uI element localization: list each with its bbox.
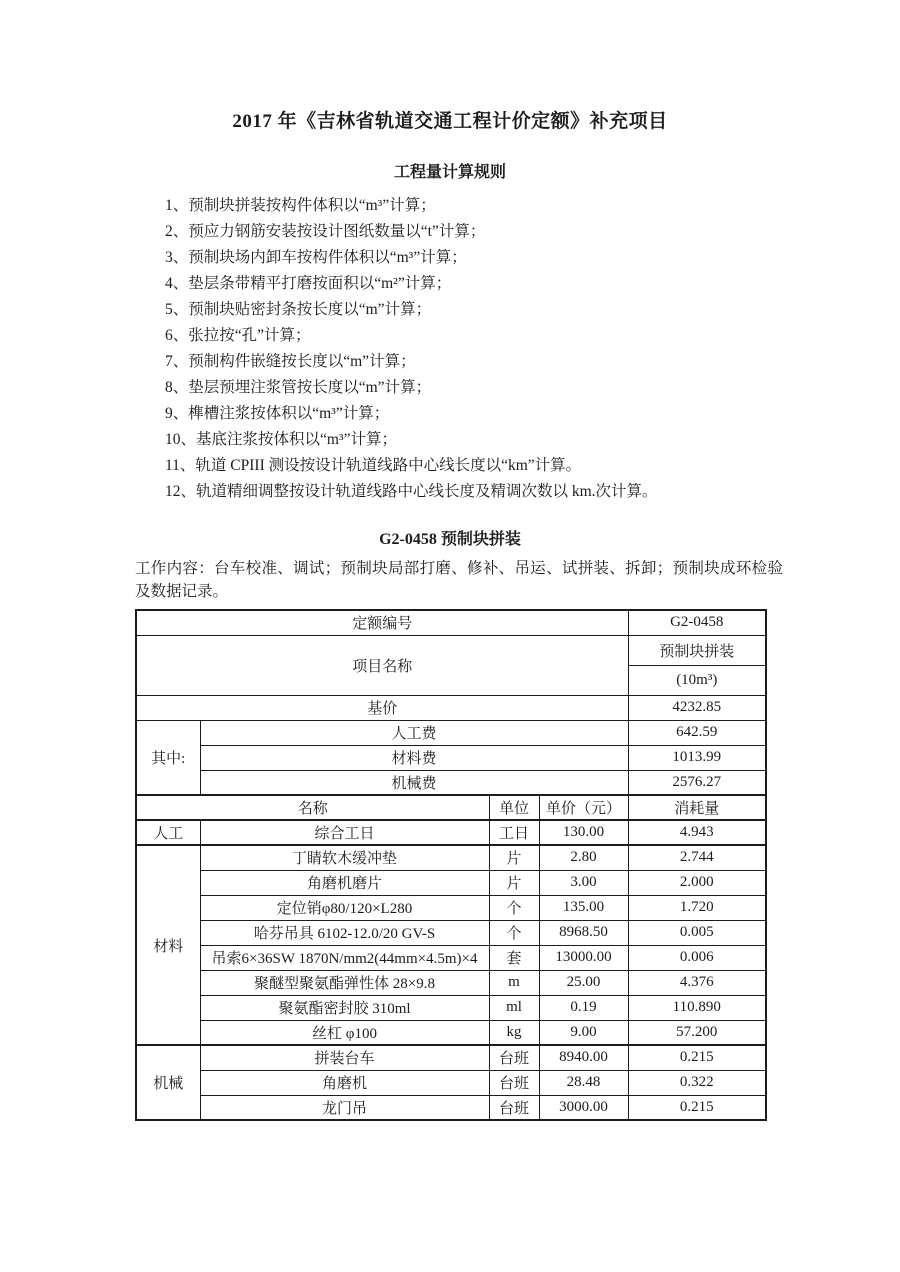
project-label-cell: 项目名称	[136, 635, 628, 695]
item-consumption-cell: 1.720	[628, 895, 766, 920]
item-price-cell: 0.19	[539, 995, 628, 1020]
table-row	[136, 1020, 766, 1045]
item-consumption-cell: 57.200	[628, 1020, 766, 1045]
rules-heading: 工程量计算规则	[393, 164, 506, 181]
table-row	[136, 1070, 766, 1095]
item-price-cell: 25.00	[539, 970, 628, 995]
item-consumption-cell: 0.006	[628, 945, 766, 970]
item-unit-cell: ml	[489, 995, 539, 1020]
rule-item: 4、垫层条带精平打磨按面积以“m²”计算；	[165, 275, 452, 292]
rule-item: 2、预应力钢筋安装按设计图纸数量以“t”计算；	[165, 223, 486, 240]
item-unit-cell: 个	[489, 895, 539, 920]
rule-item: 10、基底注浆按体积以“m³”计算；	[165, 431, 397, 448]
item-name-cell: 拼装台车	[200, 1045, 489, 1070]
among-row-label: 人工费	[200, 720, 628, 745]
item-unit-cell: 工日	[489, 820, 539, 845]
item-price-cell: 3.00	[539, 870, 628, 895]
category-cell: 机械	[136, 1045, 200, 1120]
among-row-value: 1013.99	[628, 745, 766, 770]
item-unit-cell: 片	[489, 845, 539, 870]
table-row	[136, 1045, 766, 1070]
item-consumption-cell: 2.000	[628, 870, 766, 895]
among-row-label: 材料费	[200, 745, 628, 770]
item-name-cell: 哈芬吊具 6102-12.0/20 GV-S	[200, 920, 489, 945]
item-price-cell: 8968.50	[539, 920, 628, 945]
rule-item: 3、预制块场内卸车按构件体积以“m³”计算；	[165, 249, 467, 266]
item-name-cell: 定位销φ80/120×L280	[200, 895, 489, 920]
doc-title: 2017 年《吉林省轨道交通工程计价定额》补充项目	[232, 111, 668, 132]
rule-item: 1、预制块拼装按构件体积以“m³”计算；	[165, 197, 436, 214]
item-unit-cell: m	[489, 970, 539, 995]
table-row-project-name	[136, 635, 766, 665]
item-unit-cell: 台班	[489, 1095, 539, 1120]
item-consumption-cell: 110.890	[628, 995, 766, 1020]
item-price-cell: 28.48	[539, 1070, 628, 1095]
rule-item: 11、轨道 CPIII 测设按设计轨道线路中心线长度以“km”计算。	[165, 457, 582, 474]
table-row-labor-cost	[136, 720, 766, 745]
rule-item: 6、张拉按“孔”计算；	[165, 327, 311, 344]
among-row-label: 机械费	[200, 770, 628, 795]
item-consumption-cell: 0.322	[628, 1070, 766, 1095]
item-consumption-cell: 0.215	[628, 1045, 766, 1070]
among-row-value: 2576.27	[628, 770, 766, 795]
rule-item: 5、预制块贴密封条按长度以“m”计算；	[165, 301, 432, 318]
table-header-row	[136, 795, 766, 820]
item-consumption-cell: 0.005	[628, 920, 766, 945]
col-header-unit: 单位	[489, 795, 539, 820]
rules-list	[135, 193, 765, 505]
item-price-cell: 2.80	[539, 845, 628, 870]
item-name-cell: 吊索6×36SW 1870N/mm2(44mm×4.5m)×4	[200, 945, 489, 970]
item-name-cell: 角磨机磨片	[200, 870, 489, 895]
table-row	[136, 920, 766, 945]
table-row	[136, 845, 766, 870]
item-name-cell: 丝杠 φ100	[200, 1020, 489, 1045]
item-price-cell: 3000.00	[539, 1095, 628, 1120]
item-unit-cell: 片	[489, 870, 539, 895]
table-row	[136, 995, 766, 1020]
item-price-cell: 9.00	[539, 1020, 628, 1045]
col-header-price: 单价（元）	[539, 795, 628, 820]
quota-table	[135, 609, 767, 1121]
code-label-cell: 定额编号	[136, 610, 628, 635]
item-unit-cell: 个	[489, 920, 539, 945]
work-content: 工作内容：台车校准、调试；预制块局部打磨、修补、吊运、试拼装、拆卸；预制块成环检验及数据记录。	[135, 560, 783, 600]
category-cell: 材料	[136, 845, 200, 1045]
project-name-cell: 预制块拼装	[628, 635, 766, 665]
item-price-cell: 130.00	[539, 820, 628, 845]
table-row	[136, 820, 766, 845]
item-price-cell: 13000.00	[539, 945, 628, 970]
item-consumption-cell: 4.376	[628, 970, 766, 995]
item-consumption-cell: 4.943	[628, 820, 766, 845]
item-name-cell: 丁睛软木缓冲垫	[200, 845, 489, 870]
item-name-cell: 角磨机	[200, 1070, 489, 1095]
base-label-cell: 基价	[136, 695, 628, 720]
col-header-name: 名称	[136, 795, 489, 820]
item-name-cell: 龙门吊	[200, 1095, 489, 1120]
code-value-cell: G2-0458	[628, 610, 766, 635]
table-row	[136, 945, 766, 970]
table-row	[136, 870, 766, 895]
item-unit-cell: kg	[489, 1020, 539, 1045]
item-consumption-cell: 2.744	[628, 845, 766, 870]
rule-item: 8、垫层预埋注浆管按长度以“m”计算；	[165, 379, 432, 396]
item-unit-cell: 套	[489, 945, 539, 970]
rule-item: 12、轨道精细调整按设计轨道线路中心线长度及精调次数以 km.次计算。	[165, 483, 658, 500]
table-row	[136, 970, 766, 995]
item-unit-cell: 台班	[489, 1045, 539, 1070]
rule-item: 7、预制构件嵌缝按长度以“m”计算；	[165, 353, 416, 370]
section-heading: G2-0458 预制块拼装	[379, 531, 521, 548]
rule-item: 9、榫槽注浆按体积以“m³”计算；	[165, 405, 390, 422]
item-name-cell: 综合工日	[200, 820, 489, 845]
item-unit-cell: 台班	[489, 1070, 539, 1095]
item-price-cell: 135.00	[539, 895, 628, 920]
table-row-base-price	[136, 695, 766, 720]
table-row	[136, 895, 766, 920]
category-cell: 人工	[136, 820, 200, 845]
item-name-cell: 聚氨酯密封胶 310ml	[200, 995, 489, 1020]
project-unit-cell: (10m³)	[628, 665, 766, 695]
col-header-consumption: 消耗量	[628, 795, 766, 820]
item-price-cell: 8940.00	[539, 1045, 628, 1070]
base-value-cell: 4232.85	[628, 695, 766, 720]
table-row-code	[136, 610, 766, 635]
table-row-machine-cost	[136, 770, 766, 795]
item-consumption-cell: 0.215	[628, 1095, 766, 1120]
table-row-material-cost	[136, 745, 766, 770]
item-name-cell: 聚醚型聚氨酯弹性体 28×9.8	[200, 970, 489, 995]
table-row	[136, 1095, 766, 1120]
among-label-cell: 其中:	[136, 720, 200, 795]
among-row-value: 642.59	[628, 720, 766, 745]
